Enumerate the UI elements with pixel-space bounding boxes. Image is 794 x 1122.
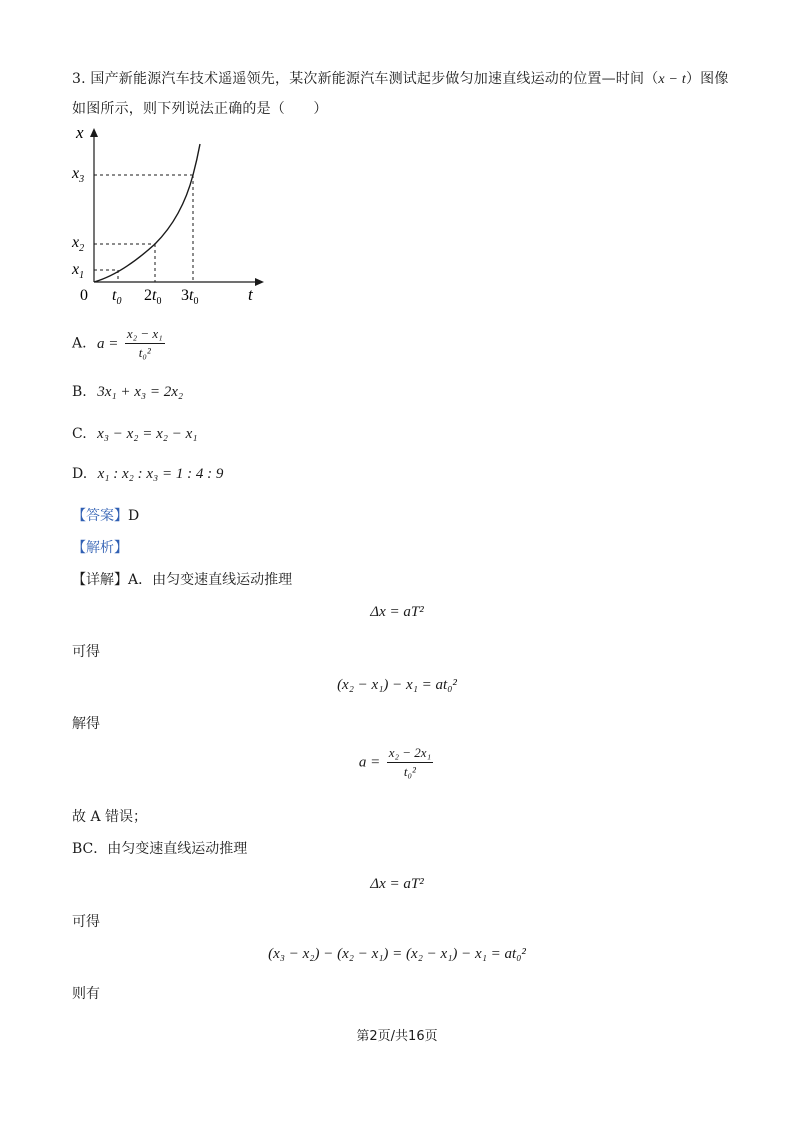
tick-2t0: $2t_0$	[144, 287, 162, 307]
option-d-label: D.	[72, 466, 88, 482]
detail-intro-line	[72, 569, 292, 589]
option-c-expr: x₃ − x₂ = x₂ − x₁	[97, 426, 198, 442]
analysis-tag: 【解析】	[72, 540, 128, 556]
option-a-fraction	[125, 326, 165, 361]
option-c-label: C.	[72, 426, 87, 442]
page-footer: 第2页/共16页	[356, 1029, 438, 1044]
tick-x3: $x_3$	[72, 165, 85, 185]
parabola-curve	[94, 144, 200, 282]
option-a-denominator: t₀²	[138, 345, 151, 360]
tick-3t0: $3t_0$	[181, 287, 199, 307]
equation-3-denominator: t₀²	[403, 764, 416, 779]
tick-x2: $x_2$	[72, 234, 85, 254]
option-c[interactable]	[72, 426, 197, 443]
answer-line	[72, 505, 139, 525]
dashed-guides	[94, 175, 193, 282]
equation-2: (x₂ − x₁) − x₁ = at₀²	[337, 677, 457, 693]
question-text-1-end: ）图像	[685, 71, 729, 87]
equation-3-numerator: x₂ − 2x₁	[387, 745, 433, 763]
option-b-label: B.	[72, 384, 87, 400]
question-text-1: 3. 国产新能源汽车技术遥遥领先，某次新能源汽车测试起步做匀加速直线运动的位置—时间（	[72, 71, 659, 87]
equation-3	[0, 745, 794, 780]
equation-3-lhs: a =	[358, 754, 381, 771]
equation-5: (x₃ − x₂) − (x₂ − x₁) = (x₂ − x₁) − x₁ = at₀²	[268, 946, 526, 962]
keyi-1: 可得	[72, 644, 100, 660]
jiede: 解得	[72, 716, 100, 732]
bc-intro: BC．由匀变速直线运动推理	[72, 841, 248, 857]
keyi-2: 可得	[72, 914, 100, 930]
x-axis-arrow	[255, 278, 264, 286]
option-a[interactable]	[72, 326, 167, 361]
question-line-1	[72, 68, 729, 88]
y-axis-label: x	[76, 123, 84, 142]
option-b[interactable]	[72, 384, 183, 401]
option-a-numerator: x₂ − x₁	[125, 326, 165, 344]
zeyou: 则有	[72, 986, 100, 1002]
detail-tag: 【详解】	[72, 572, 128, 588]
conclusion-a: 故 A 错误；	[72, 809, 148, 825]
origin-label: 0	[80, 287, 88, 304]
detail-intro: A．由匀变速直线运动推理	[128, 572, 293, 588]
option-d[interactable]	[72, 466, 223, 483]
tick-t0: $t_0$	[112, 287, 122, 307]
option-a-label: A.	[72, 335, 87, 352]
equation-1: Δx = aT²	[370, 604, 424, 620]
equation-4: Δx = aT²	[370, 876, 424, 892]
position-time-graph	[62, 122, 282, 312]
option-d-expr: x₁ : x₂ : x₃ = 1 : 4 : 9	[97, 466, 224, 482]
option-b-expr: 3x₁ + x₃ = 2x₂	[97, 384, 184, 400]
question-math: x − t	[658, 72, 686, 87]
answer-value: D	[128, 508, 140, 524]
equation-3-fraction	[387, 745, 433, 780]
x-axis-label: t	[248, 285, 253, 304]
question-line-2: 如图所示，则下列说法正确的是（ ）	[72, 101, 328, 117]
y-axis-arrow	[90, 128, 98, 137]
answer-tag: 【答案】	[72, 508, 128, 524]
tick-x1: $x_1$	[72, 261, 85, 281]
option-a-lhs: a =	[97, 335, 119, 352]
